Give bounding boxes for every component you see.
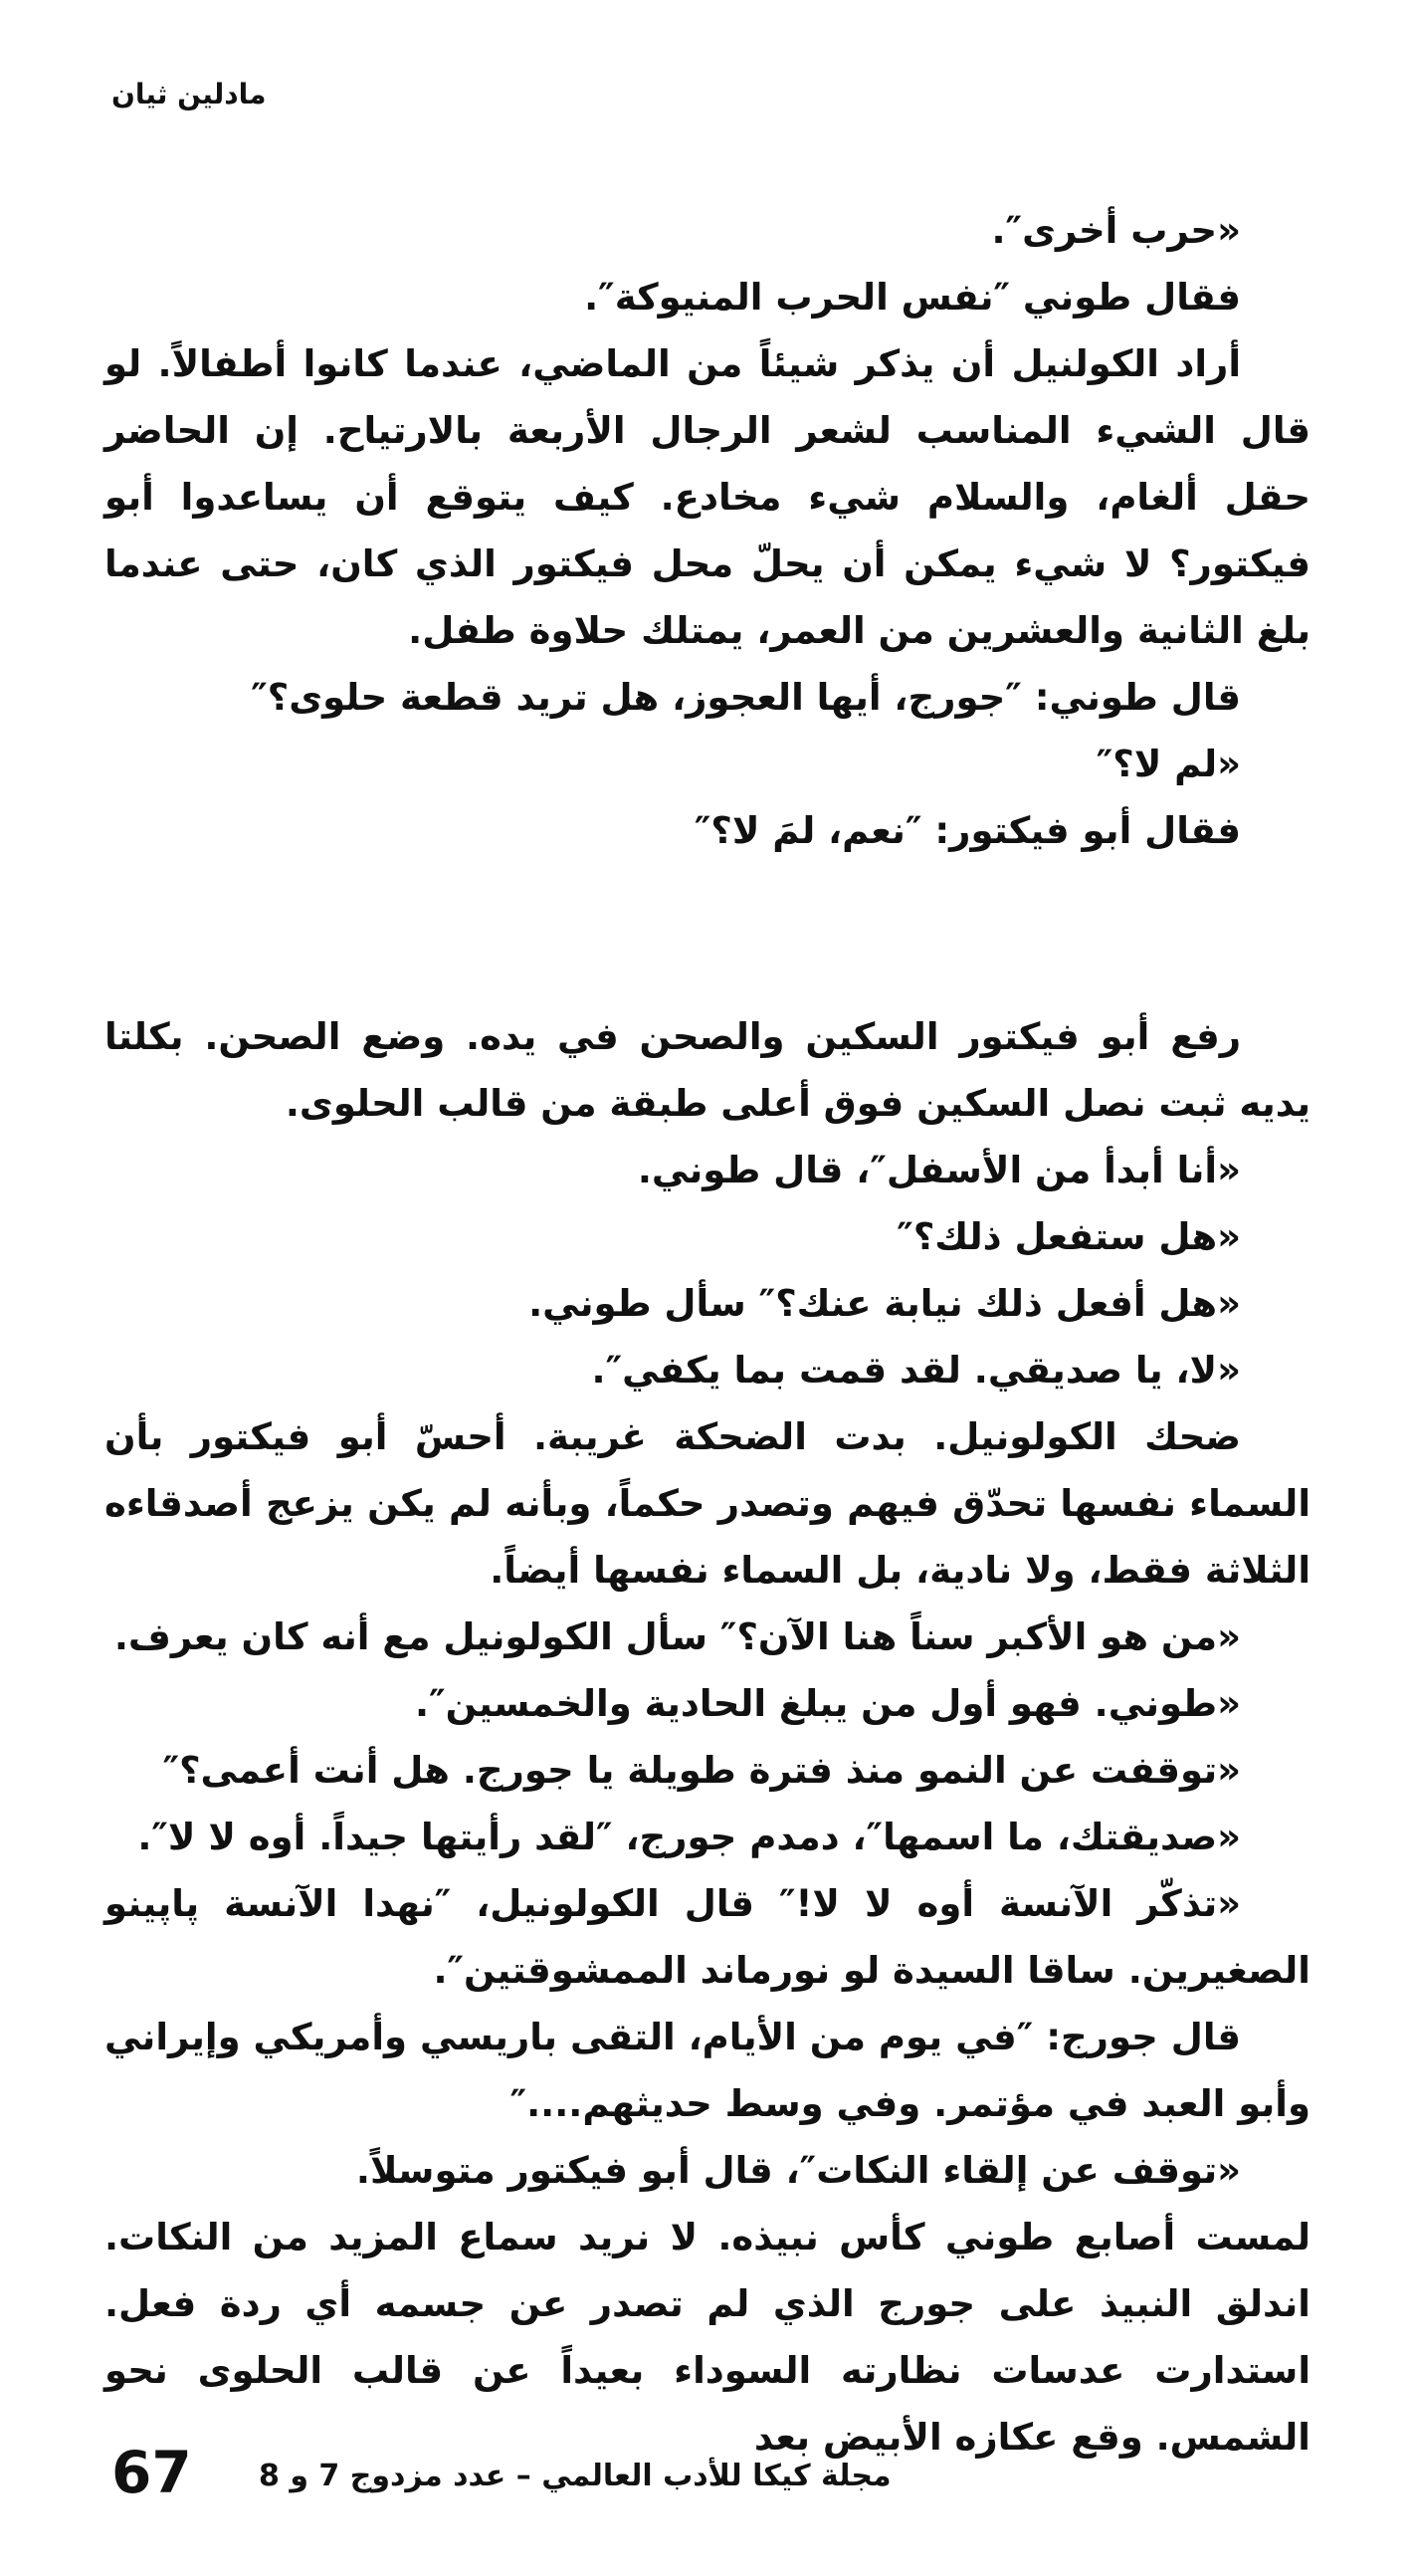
paragraph: «طوني. فهو أول من يبلغ الحادية والخمسين″. (415, 1682, 1241, 1725)
paragraph: «حرب أخرى″. (991, 209, 1241, 252)
paragraph: فقال أبو فيكتور: ″نعم، لمَ لا؟″ (694, 809, 1241, 852)
paragraph: «توقف عن إلقاء النكات″، قال أبو فيكتور متوسلاً. (355, 2149, 1241, 2192)
paragraph: رفع أبو فيكتور السكين والصحن في يده. وضع الصحن. بكلتا يديه ثبت نصل السكين فوق أعلى طبقة من قالب الحلوى. (104, 1015, 1311, 1125)
paragraph: «لم لا؟″ (1096, 743, 1241, 785)
paragraph: أراد الكولنيل أن يذكر شيئاً من الماضي، عندما كانوا أطفالاً. لو قال الشيء المناسب لشعر الرجال الأربعة بالارتياح. إن الحاضر حقل ألغام، والسلام شيء مخادع. كيف يتوقع أن يساعدوا أبو فيكتور؟ لا شيء يمكن أن يحلّ محل فيكتور الذي كان، حتى عندما بلغ الثانية والعشرين من العمر، يمتلك حلاوة طفل. (104, 342, 1311, 652)
paragraph: «لا، يا صديقي. لقد قمت بما يكفي″. (591, 1349, 1241, 1392)
section-break (104, 864, 1311, 1003)
paragraph: قال طوني: ″جورج، أيها العجوز، هل تريد قطعة حلوى؟″ (251, 676, 1241, 719)
page-footer (100, 2439, 1313, 2518)
running-head-author: مادلين ثيان (111, 78, 267, 110)
paragraph: قال جورج: ″في يوم من الأيام، التقى باريسي وأمريكي وإيراني وأبو العبد في مؤتمر. وفي وسط حديثهم....″ (104, 2016, 1311, 2125)
paragraph: ضحك الكولونيل. بدت الضحكة غريبة. أحسّ أبو فيكتور بأن السماء نفسها تحدّق فيهم وتصدر حكماً، وبأنه لم يكن يزعج أصدقاءه الثلاثة فقط، ولا نادية، بل السماء نفسها أيضاً. (104, 1415, 1311, 1592)
journal-title: مجلة كيكا للأدب العالمي – عدد مزدوج 7 و 8 (259, 2459, 892, 2493)
paragraph: فقال طوني ″نفس الحرب المنيوكة″. (584, 276, 1241, 319)
paragraph: «أنا أبدأ من الأسفل″، قال طوني. (637, 1149, 1241, 1191)
paragraph: «توقفت عن النمو منذ فترة طويلة يا جورج. هل أنت أعمى؟″ (162, 1749, 1241, 1792)
paragraph: «تذكّر الآنسة أوه لا لا!″ قال الكولونيل، ″نهدا الآنسة پاپينو الصغيرين. ساقا السيدة لو نورماند الممشوقتين″. (104, 1882, 1311, 1992)
paragraph: «صديقتك، ما اسمها″، دمدم جورج، ″لقد رأيتها جيداً. أوه لا لا″. (137, 1816, 1241, 1858)
paragraph: «هل ستفعل ذلك؟″ (897, 1215, 1241, 1258)
body-text (104, 197, 1311, 2470)
paragraph: لمست أصابع طوني كأس نبيذه. لا نريد سماع المزيد من النكات. اندلق النبيذ على جورج الذي لم تصدر عن جسمه أي ردة فعل. استدارت عدسات نظارته السوداء بعيداً عن قالب الحلوى نحو الشمس. وقع عكازه الأبيض بعد (104, 2216, 1311, 2459)
page-number: 67 (111, 2439, 192, 2506)
paragraph: «هل أفعل ذلك نيابة عنك؟″ سأل طوني. (528, 1282, 1241, 1325)
paragraph: «من هو الأكبر سناً هنا الآن؟″ سأل الكولونيل مع أنه كان يعرف. (113, 1615, 1241, 1658)
